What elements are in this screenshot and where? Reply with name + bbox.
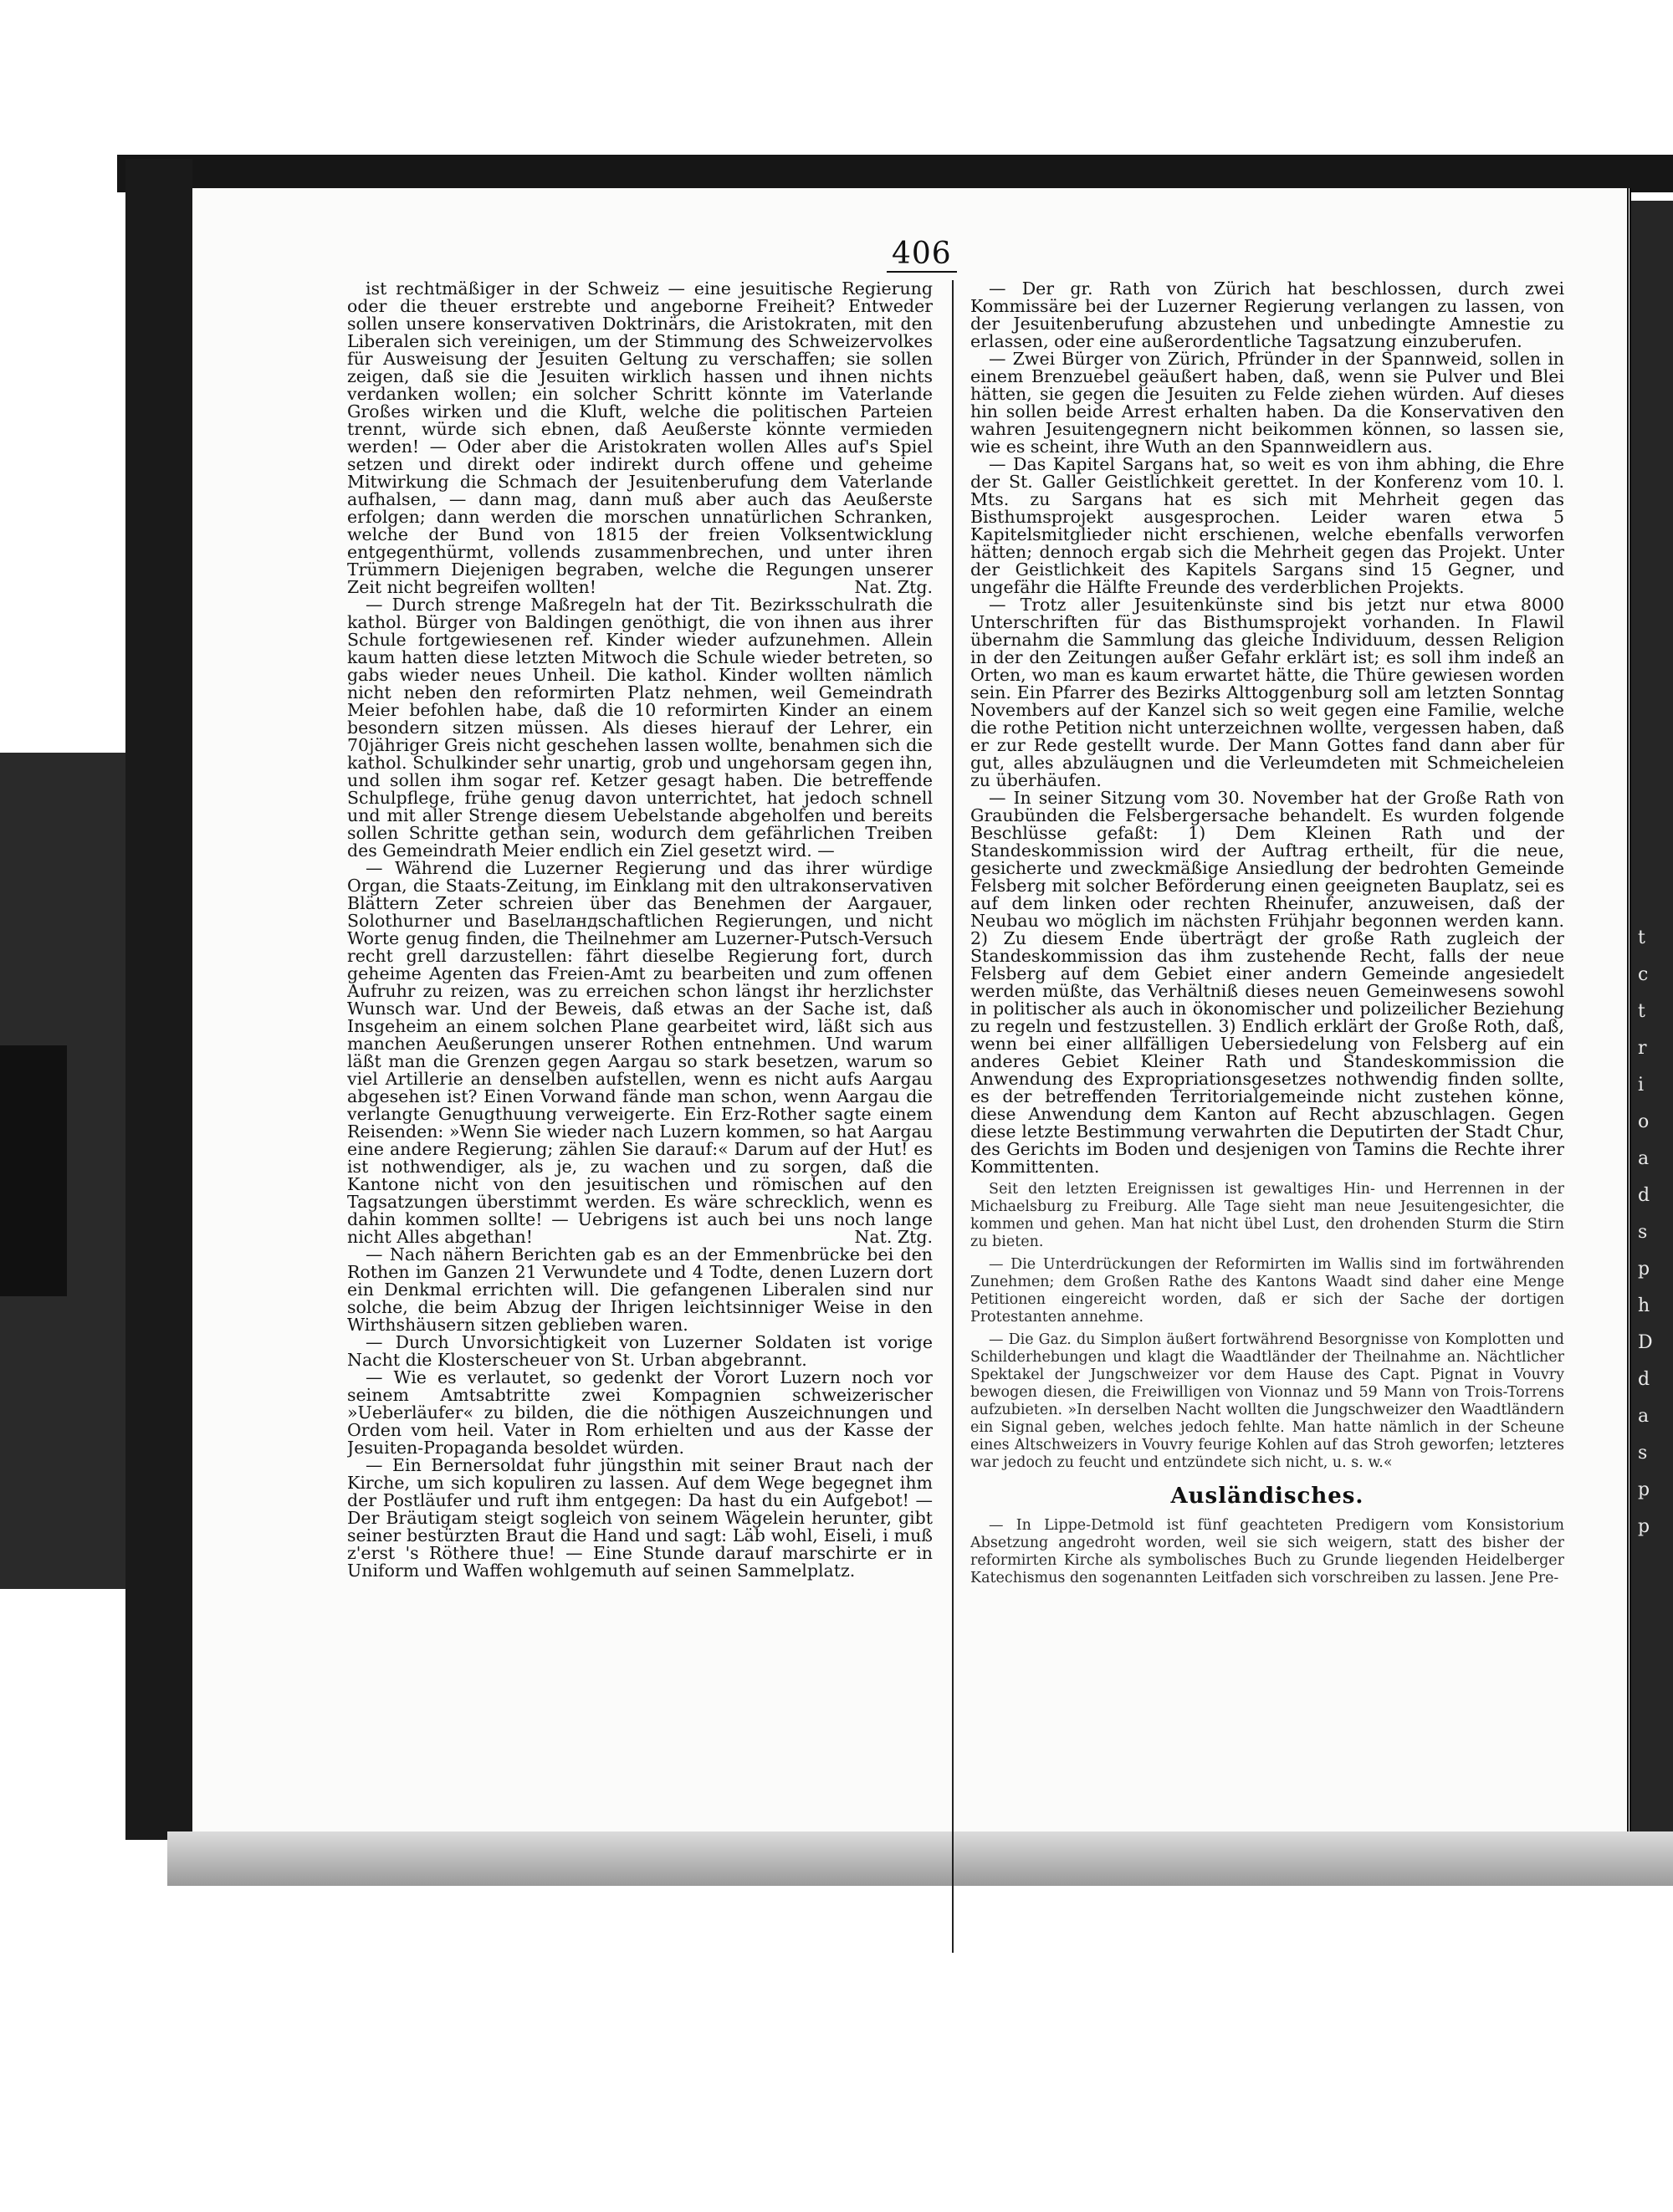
- scan-left-dark-patch: [0, 1045, 67, 1296]
- article-freiburg-michaelsburg: [970, 1181, 1564, 1251]
- margin-char: p: [1638, 1479, 1650, 1500]
- article-gazette-simplon: [970, 1331, 1564, 1472]
- article-wallis-reformed: [970, 1256, 1564, 1326]
- margin-char: r: [1638, 1038, 1647, 1059]
- article-text: ist rechtmäßiger in der Schweiz — eine jesuitische Regierung oder die theuer erstrebte und angeborne Freiheit? Entweder sollen unsere konservativen Doktrinärs, die Aristokraten, mit den Liberalen sich vereinigen, um der Stimmung des Schweizervolkes für Ausweisung der Jesuiten Geltung zu verschaffen; sie sollen zeigen, daß sie die Jesuiten wirklich hassen und ihnen nichts verdanken wollen; ein solcher Schritt könnte im Vaterlande Großes wirken und die Kluft, welche die politischen Parteien trennt, würde sich ebnen, daß Aeußerste könnte vermieden werden! — Oder aber die Aristokraten wollen Alles auf's Spiel setzen und direkt oder indirekt durch offene und geheime Mitwirkung die Schmach der Jesuitenberufung dem Vaterlande aufhalsen, — dann mag, dann muß aber auch das Aeußerste erfolgen; dann werden die morschen unnatürlichen Schranken, welche der Bund von 1815 der freien Volksentwicklung entgegenthürmt, vollends zusammenbrechen, und unter ihren Trümmern Diejenigen begraben, welche die Regungen unserer Zeit nicht begreifen wollten!: [347, 280, 933, 597]
- right-column: [970, 280, 1564, 1969]
- article-text: — Durch Unvorsichtigkeit von Luzerner Soldaten ist vorige Nacht die Klosterscheuer von St. Urban abgebrannt.: [347, 1332, 933, 1370]
- article-graubuenden-felsberg: [970, 789, 1564, 1176]
- margin-char: a: [1638, 1148, 1650, 1169]
- article-text: — Die Unterdrückungen der Reformirten im Wallis sind im fortwährenden Zunehmen; dem Großen Rathe des Kantons Waadt sind daher eine Menge Petitionen eingereicht worden, daß er sich der Sache der dortigen Protestanten annehme.: [970, 1256, 1564, 1326]
- article-text: Seit den letzten Ereignissen ist gewaltiges Hin- und Herrennen in der Michaelsburg zu Freiburg. Alle Tage sieht man neue Jesuitengesichter, die kommen und gehen. Man hat nicht übel Lust, den drohenden Sturm die Stirn zu bieten.: [970, 1181, 1564, 1250]
- article-text: — Zwei Bürger von Zürich, Pfründer in der Spannweid, sollen in einem Brenzuebel geäußert haben, daß, wenn sie Pulver und Blei hätten, sie gegen die Jesuiten zu Felde ziehen würden. Auf dieses hin sollen beide Arrest erhalten haben. Da die Konservativen den wahren Jesuitengegnern nicht beikommen können, so lassen sie, wie es scheint, ihre Wuth an den Spannweidlern aus.: [970, 349, 1564, 457]
- margin-char: a: [1638, 1406, 1650, 1427]
- margin-char: o: [1638, 1111, 1650, 1132]
- article-lucerne-government: [347, 860, 933, 1246]
- margin-char: h: [1638, 1295, 1650, 1316]
- article-text: — Ein Bernersoldat fuhr jüngsthin mit seiner Braut nach der Kirche, um sich kopuliren zu lassen. Auf dem Wege begegnet ihm der Postläufer und ruft ihm entgegen: Da hast du ein Aufgebot! — Der Bräutigam steigt sogleich von seinem Wägelein herunter, gibt seiner bestürzten Braut die Hand und sagt: Läb wohl, Eiseli, i muß z'erst 's Röthere thue! — Eine Stunde darauf marschirte er in Uniform und Waffen wohlgemuth auf seinen Sammelplatz.: [347, 1455, 933, 1581]
- article-zurich-council: [970, 280, 1564, 350]
- article-text: — Wie es verlautet, so gedenkt der Vorort Luzern noch vor seinem Amtsabtritte zwei Kompagnien schweizerischer »Ueberläufer« zu bilden, die die nöthigen Auszeichnungen und Orden vom heil. Vater in Rom erhielten und aus der Kasse der Jesuiten-Propaganda besoldet würden.: [347, 1367, 933, 1458]
- article-text: — Während die Luzerner Regierung und das ihrer würdige Organ, die Staats-Zeitung, im Einklang mit den ultrakonservativen Blättern Zeter schreien über das Benehmen der Aargauer, Solothurner und Baselландschaftlichen Regierungen, und nicht Worte genug finden, die Theilnehmer am Luzerner-Putsch-Versuch recht grell darzustellen: fährt dieselbe Regierung fort, durch geheime Agenten das Freien-Amt zu bearbeiten und zum offenen Aufruhr zu reizen, was zu erreichen schon längst ihr herzlichster Wunsch war. Und der Beweis, daß etwas an der Sache ist, daß Insgeheim an einem solchen Plane gearbeitet wird, läßt sich aus manchen Aeußerungen unserer Rothen entnehmen. Und warum läßt man die Grenzen gegen Aargau so stark besetzen, warum so viel Artillerie an denselben aufstellen, wenn es nicht aufs Aargau abgesehen ist? Einen Vorwand fände man schon, wenn Aargau die verlangte Genugthuung verweigerte. Ein Erz-Rother sagte einem Reisenden: »Wenn Sie wieder nach Luzern kommen, so hat Aargau eine andere Regierung; zählen Sie darauf:« Darum auf der Hut! es ist nothwendiger, als je, zu wachen und zu sorgen, daß die Kantone nicht von den jesuitischen und römischen auf den Tagsatzungen überstimmt werden. Es wäre schrecklich, wenn es dahin kommen sollte! — Uebrigens ist auch bei uns noch lange nicht Alles abgethan!: [347, 858, 933, 1247]
- page-number: 406: [887, 237, 957, 273]
- margin-char: s: [1638, 1222, 1648, 1243]
- adjacent-page-margin-fragment: [1638, 920, 1668, 1798]
- article-text: — Trotz aller Jesuitenkünste sind bis jetzt nur etwa 8000 Unterschriften für das Bisthumsprojekt vorhanden. In Flawil übernahm die Sammlung das gleiche Individuum, dessen Religion in der den Zeitungen außer Gefahr erklärt ist; es soll ihm indeß an Orten, wo man es kaum erwartet hätte, die Thüre gewiesen worden sein. Ein Pfarrer des Bezirks Alttoggenburg soll am letzten Sonntag Novembers auf der Kanzel sich so weit gegen eine Familie, welche die rothe Petition nicht unterzeichnen wollte, vergessen haben, daß er zur Rede gestellt wurde. Der Mann Gottes fand dann aber für gut, alles abzuläugnen und die Verleumdeten mit Schmeicheleien zu überhäufen.: [970, 595, 1564, 790]
- margin-char: c: [1638, 964, 1649, 985]
- article-jesuit-question: [347, 280, 933, 596]
- article-bishopric-signatures: [970, 596, 1564, 789]
- article-text: — In Lippe-Detmold ist fünf geachteten Predigern vom Konsistorium Absetzung angedroht worden, weil sie sich weigern, statt des bisher der reformirten Kirche als symbolisches Buch zu Grunde liegenden Heidelberger Katechismus den sogenannten Leitfaden sich vorschreiben zu lassen. Jene Pre-: [970, 1517, 1564, 1586]
- margin-char: d: [1638, 1185, 1650, 1206]
- article-text: — Das Kapitel Sargans hat, so weit es von ihm abhing, die Ehre der St. Galler Geistlichkeit gerettet. In der Konferenz vom 10. l. Mts. zu Sargans hat es sich mit Mehrheit gegen das Bisthumsprojekt ausgesprochen. Leider waren etwa 5 Kapitelsmitglieder nicht erschienen, welche ebenfalls verworfen hätten; dennoch ergab sich die Mehrheit gegen das Projekt. Unter der Geistlichkeit des Kapitels Sargans sind 15 Gegner, und ungefähr die Hälfte Freunde des verderblichen Projekts.: [970, 454, 1564, 597]
- book-spine-edge: [125, 159, 192, 1840]
- left-column: [347, 280, 933, 1953]
- margin-char: s: [1638, 1443, 1648, 1464]
- article-text: — Nach nähern Berichten gab es an der Emmenbrücke bei den Rothen im Ganzen 21 Verwundete und 4 Todte, denen Luzern dort ein Denkmal errichten will. Die gefangenen Liberalen sind nur solche, die beim Abzug der Ihrigen leichtsinniger Weise in den Wirthshäusern sitzen geblieben waren.: [347, 1244, 933, 1335]
- article-bernese-soldier: [347, 1457, 933, 1580]
- margin-char: D: [1638, 1332, 1653, 1353]
- margin-char: t: [1638, 927, 1645, 948]
- scan-top-shadow: [117, 155, 1673, 192]
- article-source: Nat. Ztg.: [854, 577, 933, 597]
- article-vorort-companies: [347, 1369, 933, 1457]
- article-spannweid: [970, 350, 1564, 456]
- article-source: Nat. Ztg.: [854, 1227, 933, 1247]
- column-divider: [952, 280, 954, 1953]
- article-st-urban-fire: [347, 1334, 933, 1369]
- margin-char: t: [1638, 1001, 1645, 1022]
- margin-char: d: [1638, 1369, 1650, 1390]
- article-sargans-chapter: [970, 456, 1564, 596]
- article-text: — In seiner Sitzung vom 30. November hat der Große Rath von Graubünden die Felsbergersache behandelt. Es wurden folgende Beschlüsse gefaßt: 1) Dem Kleinen Rath und der Standeskommission wird der Auftrag ertheilt, für die neue, gesicherte und zweckmäßige Ansiedlung der bedrohten Gemeinde Felsberg mit solcher Beförderung einen geeigneten Bauplatz, sei es auf dem linken oder rechten Rheinufer, anzuweisen, daß der Neubau wo möglich im nächsten Frühjahr begonnen werden kann. 2) Zu diesem Ende überträgt der große Rath zugleich der Standeskommission das ihm zustehende Recht, falls der neue Felsberg auf dem Gebiet einer andern Gemeinde angesiedelt werden müßte, das Verhältniß dieses neuen Gemeinwesens sowohl in politischer als auch in ökonomischer und polizeilicher Beziehung zu regeln und festzustellen. 3) Endlich erklärt der Große Roth, daß, wenn bei einer allfälligen Uebersiedelung von Felsberg auf ein anderes Gebiet Kleiner Rath und Standeskommission die Anwendung des Expropriationsgesetzes nothwendig finden sollte, es der betreffenden Territorialgemeinde nicht zustehen könne, diese Anwendung dem Kanton auf Recht abzuschlagen. Gegen diese letzte Bestimmung verwahrten die Deputirten der Stadt Chur, des Gerichts im Boden und desjenigen von Tamins die Rechte ihrer Kommittenten.: [970, 788, 1564, 1177]
- section-heading-foreign: Ausländisches.: [1170, 1484, 1364, 1509]
- margin-char: p: [1638, 1259, 1650, 1280]
- article-baldingen-school: [347, 596, 933, 860]
- article-emmenbruecke: [347, 1246, 933, 1334]
- margin-char: i: [1638, 1075, 1645, 1096]
- margin-char: p: [1638, 1516, 1650, 1537]
- article-lippe-detmold: [970, 1517, 1564, 1587]
- article-text: — Der gr. Rath von Zürich hat beschlossen, durch zwei Kommissäre bei der Luzerner Regierung verlangen zu lassen, von der Jesuitenberufung abzustehen und unbedingte Amnestie zu erlassen, oder eine außerordentliche Tagsatzung einzuberufen.: [970, 280, 1564, 351]
- article-text: — Die Gaz. du Simplon äußert fortwährend Besorgnisse von Komplotten und Schilderhebungen und klagt die Waadtländer der Theilnahme an. Nächtlicher Spektakel der Jungschweizer vor dem Hause des Capt. Pignat in Vouvry bewogen diesen, die Freiwilligen von Vionnaz und 59 Mann von Trois-Torrens aufzubieten. »In derselben Nacht wollten die Jungschweizer den Waadtländern ein Signal geben, welches jedoch fehlte. Man hatte nämlich in der Scheune eines Altschweizers in Vouvry feurige Kohlen auf das Stroh geworfen; letzteres war jedoch zu feucht und entzündete sich nicht, u. s. w.«: [970, 1331, 1564, 1471]
- article-text: — Durch strenge Maßregeln hat der Tit. Bezirksschulrath die kathol. Bürger von Baldingen genöthigt, die von ihnen aus ihrer Schule fortgewiesenen ref. Kinder wieder aufzunehmen. Allein kaum hatten diese letzten Mitwoch die Schule wieder betreten, so gabs wieder neues Unheil. Die kathol. Kinder wollten nämlich nicht neben den reformirten Platz nehmen, weil Gemeindrath Meier befohlen habe, daß die 10 reformirten Kinder an einem besondern sitzen müssen. Als dieses hierauf der Lehrer, ein 70jähriger Greis nicht geschehen lassen wollte, benahmen sich die kathol. Schulkinder sehr unartig, grob und ungehorsam gegen ihn, und sollen ihm sogar ref. Ketzer gesagt haben. Die betreffende Schulpflege, frühe genug davon unterrichtet, hat jedoch schnell und mit aller Strenge diesem Uebelstande abgeholfen und bereits sollen Schritte gethan sein, wodurch dem gefährlichen Treiben des Gemeindrath Meier endlich ein Ziel gesetzt wird. —: [347, 595, 933, 861]
